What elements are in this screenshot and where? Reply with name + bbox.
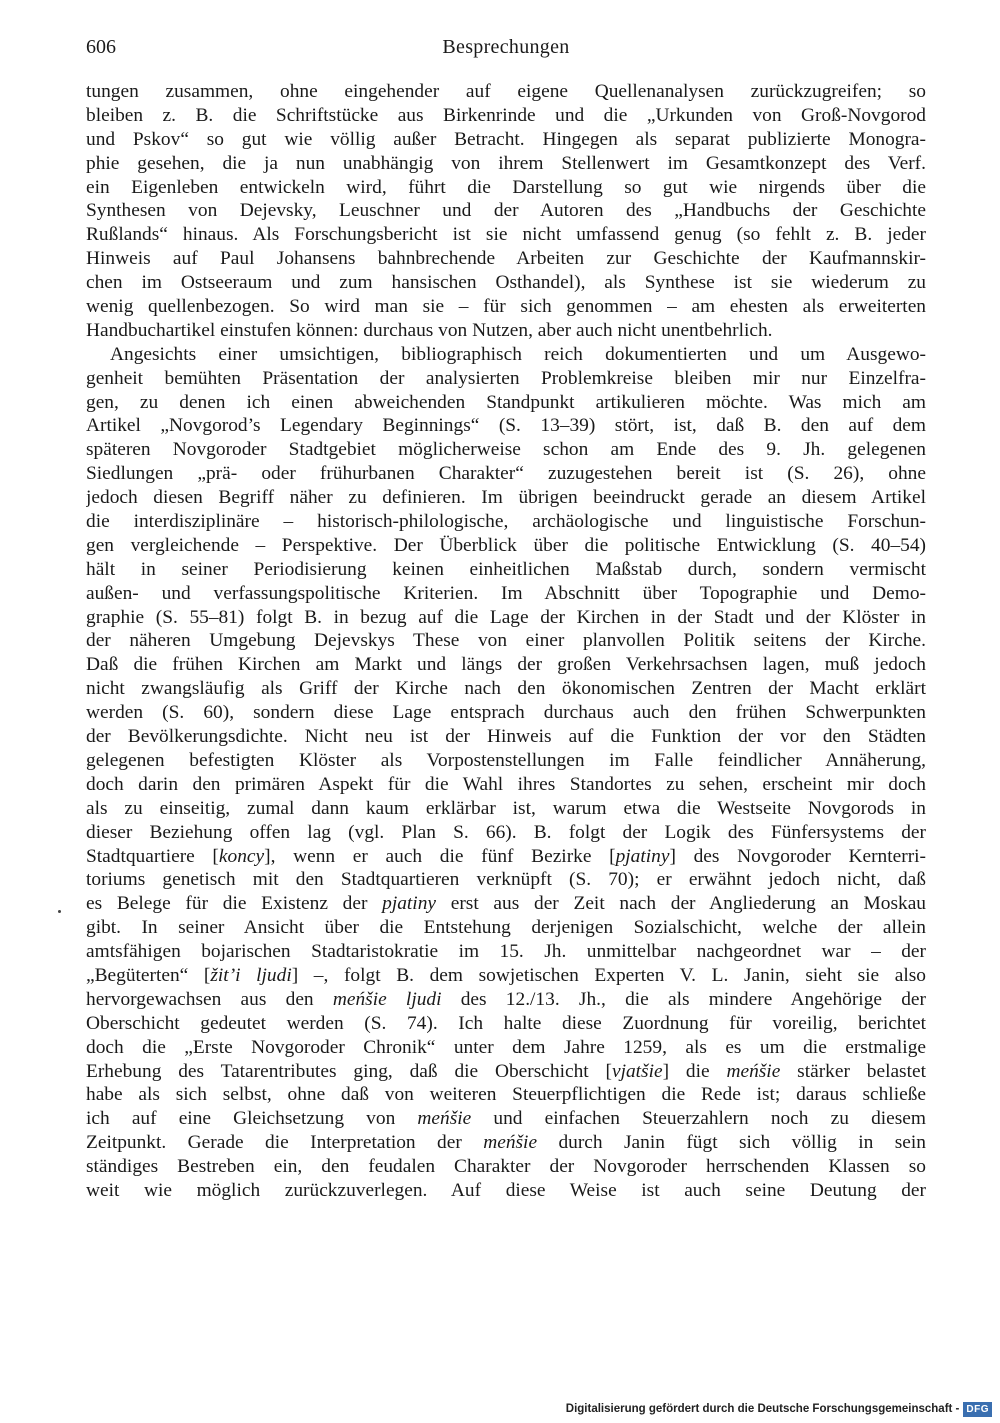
text-line: Zeitpunkt. Gerade die Interpretation der meńšie durch Janin fügt sich völlig in sein <box>86 1132 926 1154</box>
text-line: doch die „Erste Novgoroder Chronik“ unter dem Jahre 1259, als es um die erstmalige <box>86 1036 926 1058</box>
text-line: Stadtquartiere [koncy], wenn er auch die fünf Bezirke [pjatiny] des Novgoroder Kernterri- <box>86 845 926 867</box>
text-line: und Pskov“ so gut wie völlig außer Betracht. Hingegen als separat publizierte Monogra- <box>86 128 926 150</box>
footer-text: Digitalisierung gefördert durch die Deutsche Forschungsgemeinschaft - <box>565 1403 960 1415</box>
text-line: nicht zwangsläufig als Griff der Kirche nach den ökonomischen Zentren der Macht erklärt <box>86 678 926 700</box>
text-line: Artikel „Novgorod’s Legendary Beginnings“ (S. 13–39) stört, ist, daß B. den auf dem <box>86 415 926 437</box>
digitization-footer <box>566 1401 992 1417</box>
text-line: weit wie möglich zurückzuverlegen. Auf diese Weise ist auch seine Deutung der <box>86 1179 926 1201</box>
text-line: der Bevölkerungsdichte. Nicht neu ist der Hinweis auf die Funktion der vor den Städten <box>86 726 926 748</box>
text-line: „Begüterten“ [žit’i ljudi] –, folgt B. dem sowjetischen Experten V. L. Janin, sieht sie also <box>86 964 926 986</box>
page-number: 606 <box>86 36 116 58</box>
text-line: doch darin den primären Aspekt für die Wahl ihres Standortes zu sehen, erscheint mir doch <box>86 773 926 795</box>
text-line: ständiges Bestreben ein, den feudalen Charakter der Novgoroder herrschenden Klassen so <box>86 1156 926 1178</box>
text-line: jedoch diesen Begriff näher zu definieren. Im übrigen beeindruckt gerade an diesem Artikel <box>86 487 926 509</box>
text-line: die interdisziplinäre – historisch-philologische, archäologische und linguistische Forschun- <box>86 511 926 533</box>
term-mensie: meńšie <box>417 1108 472 1130</box>
text-line: phie gesehen, die ja nun unabhängig von ihrem Stellenwert im Gesamtkonzept des Verf. <box>86 152 926 174</box>
page-header <box>86 36 926 62</box>
text-line: späteren Novgoroder Stadtgebiet möglicherweise schon am Ende des 9. Jh. gelegenen <box>86 439 926 461</box>
text-line: als zu einseitig, zumal dann kaum erklärbar ist, warum etwa die Westseite Novgorods in <box>86 797 926 819</box>
text-line: toriums genetisch mit den Stadtquartieren verknüpft (S. 70); er erwähnt jedoch nicht, daß <box>86 869 926 891</box>
text-line: Hinweis auf Paul Johansens bahnbrechende Arbeiten zur Geschichte der Kaufmannskir- <box>86 248 926 270</box>
text-line: der näheren Umgebung Dejevskys These von einer planvollen Politik seitens der Kirche. <box>86 630 926 652</box>
term-mensie: meńšie <box>483 1132 538 1154</box>
text-line: gelegenen befestigten Klöster als Vorpostenstellungen im Falle feindlicher Annäherung, <box>86 749 926 771</box>
text-line: Handbuchartikel einstufen können: durchaus von Nutzen, aber auch nicht unentbehrlich. <box>86 319 773 341</box>
text-line: hält in seiner Periodisierung keinen einheitlichen Maßstab durch, sondern vermischt <box>86 558 926 580</box>
text-line: graphie (S. 55–81) folgt B. in bezug auf die Lage der Kirchen in der Stadt und der Klöster in <box>86 606 926 628</box>
term-mensie-ljudi: meńšie ljudi <box>332 988 442 1010</box>
text-line: amtsfähigen bojarischen Stadtaristokratie im 15. Jh. unmittelbar nachgeordnet war – der <box>86 941 926 963</box>
term-mensie: meńšie <box>726 1060 781 1082</box>
text-line: Siedlungen „prä- oder frühurbanen Charakter“ zuzugestehen bereit ist (S. 26), ohne <box>86 463 926 485</box>
text-line: hervorgewachsen aus den meńšie ljudi des 12./13. Jh., die als mindere Angehörige der <box>86 988 926 1010</box>
text-line: Angesichts einer umsichtigen, bibliographisch reich dokumentierten und um Ausgewo- <box>110 343 926 365</box>
term-pjatiny: pjatiny <box>382 893 436 915</box>
text-line: bleiben z. B. die Schriftstücke aus Birkenrinde und die „Urkunden von Groß-Novgorod <box>86 104 926 126</box>
term-zit-i-ljudi: žit’i ljudi <box>210 964 292 986</box>
text-line: Daß die frühen Kirchen am Markt und längs der großen Verkehrsachsen lagen, muß jedoch <box>86 654 926 676</box>
text-line: Oberschicht gedeutet werden (S. 74). Ich halte diese Zuordnung für voreilig, berichtet <box>86 1012 926 1034</box>
text-line: außen- und verfassungspolitische Kriterien. Im Abschnitt über Topographie und Demo- <box>86 582 926 604</box>
text-line: es Belege für die Existenz der pjatiny erst aus der Zeit nach der Angliederung an Moskau <box>86 893 926 915</box>
term-koncy: koncy <box>218 845 265 867</box>
text-line: ein Eigenleben entwickeln wird, führt die Darstellung so gut wie nirgends über die <box>86 176 926 198</box>
text-line: wenig quellenbezogen. So wird man sie – für sich genommen – am ehesten als erweiterten <box>86 296 926 318</box>
text-line: habe als sich selbst, ohne daß von weiteren Steuerpflichtigen die Rede ist; daraus schließe <box>86 1084 926 1106</box>
running-head: Besprechungen <box>442 36 570 58</box>
text-line: tungen zusammen, ohne eingehender auf eigene Quellenanalysen zurückzugreifen; so <box>86 81 926 102</box>
term-vjatsie: vjatšie <box>611 1060 663 1082</box>
term-pjatiny: pjatiny <box>615 845 670 867</box>
text-line: genheit bemühten Präsentation der analysierten Problemkreise bleiben mir nur Einzelfra- <box>86 367 926 389</box>
text-line: gen, zu denen ich einen abweichenden Standpunkt artikulieren möchte. Was mich am <box>86 391 926 413</box>
text-line: werden (S. 60), sondern diese Lage entsprach durchaus auch den frühen Schwerpunkten <box>86 702 926 724</box>
text-line: ich auf eine Gleichsetzung von meńšie und einfachen Steuerzahlern noch zu diesem <box>86 1108 926 1130</box>
body-text <box>86 80 926 1203</box>
text-line: chen im Ostseeraum und zum hansischen Osthandel), als Synthese ist sie wiederum zu <box>86 272 926 294</box>
text-line: Rußlands“ hinaus. Als Forschungsbericht ist sie nicht umfassend genug (so fehlt z. B. jeder <box>86 224 926 246</box>
text-line: Erhebung des Tatarentributes ging, daß die Oberschicht [vjatšie] die meńšie stärker belastet <box>86 1060 926 1082</box>
text-line: dieser Beziehung offen lag (vgl. Plan S. 66). B. folgt der Logik des Fünfersystems der <box>86 821 926 843</box>
dfg-logo: DFG <box>963 1402 992 1417</box>
margin-mark <box>58 910 61 913</box>
text-line: Synthesen von Dejevsky, Leuschner und der Autoren des „Handbuchs der Geschichte <box>86 200 926 222</box>
text-line: gen vergleichende – Perspektive. Der Überblick über die politische Entwicklung (S. 40–54) <box>86 534 926 556</box>
text-line: gibt. In seiner Ansicht über die Entstehung derjenigen Sozialschicht, welche der allein <box>86 917 926 939</box>
